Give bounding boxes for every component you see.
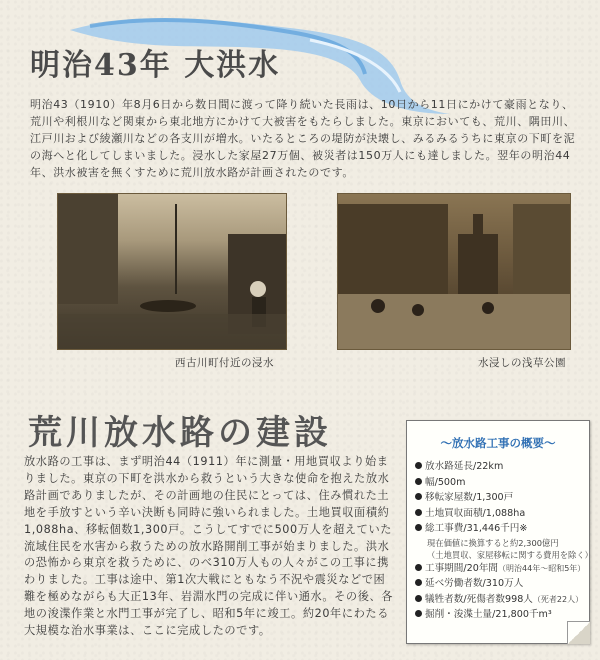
bullet-icon [415,595,422,602]
summary-item: 幅/500m [415,475,587,491]
cost-note-1: 現在価値に換算すると約2,300億円 [427,537,559,548]
bullet-icon [415,610,422,617]
summary-item: 総工事費/31,446千円※ [415,521,587,537]
section1-text: 明治43（1910）年8月6日から数日間に渡って降り続いた長雨は、10日から11日にかけて豪雨となり、荒川や利根川など関東から東北地方にかけて大被害をもたらしました。東京においても、荒川、隅田川、江戸川および綾瀬川などの各支川が増水。いたるところの堤防が決壊し、みるみるうちに東京の下町を泥の海へと化してしまいました。浸水した家屋27万個、被災者は150万人にも達しました。翌年の明治44年、洪水被害を無くすために荒川放水路が計画されたのです。 [30,98,576,179]
bullet-icon [415,579,422,586]
section1-title: 明治43年 大洪水 [30,48,281,83]
summary-item: 工事期間/20年間（明治44年〜昭和5年） [415,561,587,577]
bullet-icon [415,478,422,485]
section2-title: 荒川放水路の建設 [28,413,332,453]
summary-item: 放水路延長/22km [415,459,587,475]
summary-item: 掘削・浚渫土量/21,800千m³ [415,607,587,623]
flood-photo-asakusa-park [337,193,571,350]
summary-item: 土地買収面積/1,088ha [415,506,587,522]
cost-note-2: （土地買収、家屋移転に関する費用を除く） [427,549,593,560]
bullet-icon [415,524,422,531]
construction-summary-box [406,420,593,644]
bullet-icon [415,509,422,516]
summary-item: 移転家屋数/1,300戸 [415,490,587,506]
summary-title: ～放水路工事の概要～ [440,436,556,450]
summary-list [415,459,593,623]
bullet-icon [415,493,422,500]
bullet-icon [415,564,422,571]
summary-item: 犠牲者数/死傷者数998人（死者22人） [415,592,587,608]
summary-item: 延べ労働者数/310万人 [415,576,587,592]
section2-text: 放水路の工事は、まず明治44（1911）年に測量・用地買収より始まりました。東京の下町を洪水から救うという大きな使命を抱えた放水路計画でありましたが、その計画地の住民にとっては、住み慣れた土地を手放すという辛い決断も同時に強いられました。土地買収面積約1,088ha、移転個数1,300戸。こうしてすでに500万人を超えていた流域住民を水害から救うための放水路開削工事が始まりました。洪水の恐怖から東京を救うために、のべ310万人もの人々がこの工事に携わりました。工事は途中、第1次大戦にともなう不況や震災などで困難を極めながらも大正13年、岩淵水門の完成に伴い通水。その後、各地の浚渫作業と水門工事が完了し、昭和5年に竣工。約20年にわたる大規模な治水事業は、ここに完成したのです。 [24,455,394,638]
bullet-icon [415,462,422,469]
photo-caption-2: 水浸しの浅草公園 [478,357,566,369]
photo-caption-1: 西古川町付近の浸水 [175,357,274,369]
flood-photo-nishifurukawa [57,193,287,350]
page-curl-decoration [567,621,590,644]
